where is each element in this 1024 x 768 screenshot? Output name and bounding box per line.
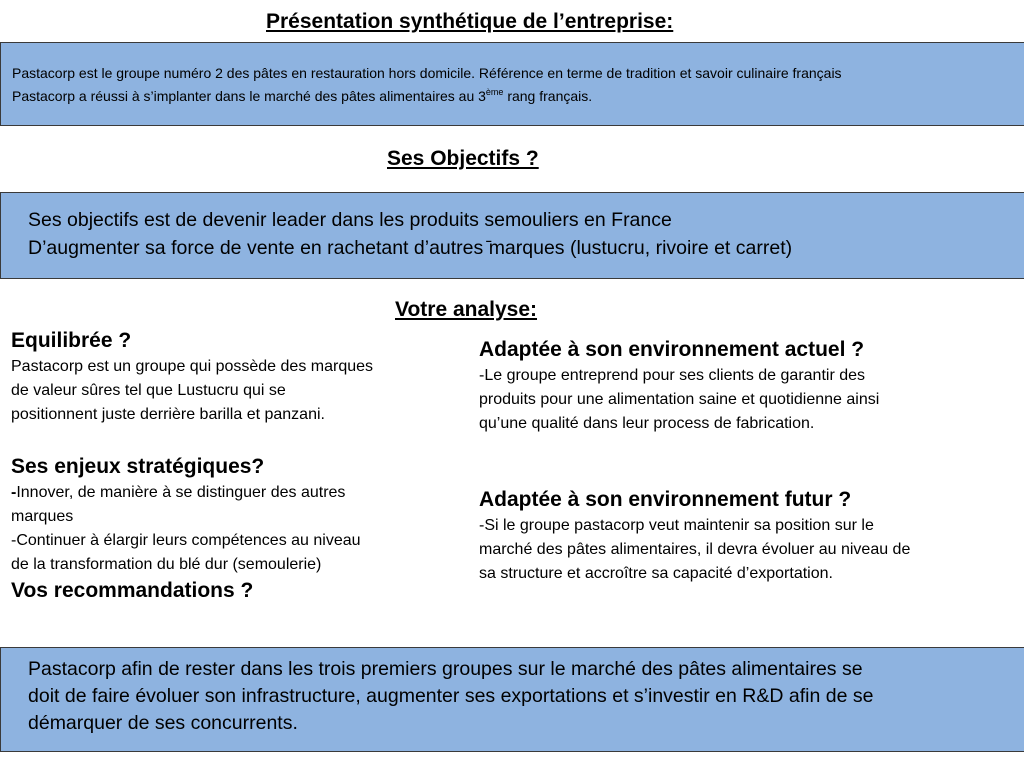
recommandations-heading: Vos recommandations ? [11,579,254,602]
presentation-line-2 [12,88,592,104]
futur-line-1: -Si le groupe pastacorp veut maintenir sa position sur le [479,517,874,534]
equilibree-line-1: Pastacorp est un groupe qui possède des marques [11,358,374,375]
actuel-line-2: produits pour une alimentation saine et quotidienne ainsi [479,391,880,408]
presentation-line-2-text: Pastacorp a réussi à s’implanter dans le marché des pâtes alimentaires au 3 [12,88,486,104]
enjeux-heading: Ses enjeux stratégiques? [11,455,265,478]
equilibree-line-3: positionnent juste derrière barilla et panzani. [11,406,325,423]
futur-heading: Adaptée à son environnement futur ? [479,488,852,511]
presentation-line-2-end: rang français. [503,88,593,104]
actuel-line-3: qu’une qualité dans leur process de fabrication. [479,415,815,432]
actuel-heading: Adaptée à son environnement actuel ? [479,338,865,361]
enjeux-line-3: -Continuer à élargir leurs compétences au niveau [11,532,361,549]
enjeux-line-1-text: Innover, de manière à se distinguer des autres [16,484,346,501]
equilibree-line-2: de valeur sûres tel que Lustucru qui se [11,382,286,399]
recommandation-line-1: Pastacorp afin de rester dans les trois premiers groupes sur le marché des pâtes alimentaires se [28,658,863,680]
enjeux-line-4: de la transformation du blé dur (semoulerie) [11,556,322,573]
actuel-line-1: -Le groupe entreprend pour ses clients de garantir des [479,367,866,384]
objectifs-heading: Ses Objectifs ? [387,147,539,170]
futur-line-2: marché des pâtes alimentaires, il devra évoluer au niveau de [479,541,911,558]
equilibree-heading: Equilibrée ? [11,329,132,352]
rank-superscript: ème [485,87,504,97]
enjeux-line-1 [11,481,471,505]
recommandation-box [0,647,1024,752]
objectifs-line-1: Ses objectifs est de devenir leader dans les produits semouliers en France [28,209,672,231]
page-title: Présentation synthétique de l’entreprise: [266,10,674,33]
objectifs-box [0,192,1024,279]
recommandation-line-2: doit de faire évoluer son infrastructure, augmenter ses exportations et s’investir en R&D afin de se [28,685,874,707]
objectifs-line-2: D’augmenter sa force de vente en rachetant d’autres ̄marques (lustucru, rivoire et carret) [28,237,793,259]
enjeux-dash: - [11,484,17,501]
enjeux-line-2: marques [11,508,74,525]
presentation-line-1: Pastacorp est le groupe numéro 2 des pâtes en restauration hors domicile. Référence en terme de tradition et savoir culinaire français [12,65,842,81]
analyse-left-column [11,327,471,605]
analyse-right-column [479,336,1019,586]
presentation-box [0,42,1024,126]
recommandation-line-3: démarquer de ses concurrents. [28,712,298,734]
futur-line-3: sa structure et accroître sa capacité d’exportation. [479,565,833,582]
analyse-heading: Votre analyse: [395,298,538,321]
